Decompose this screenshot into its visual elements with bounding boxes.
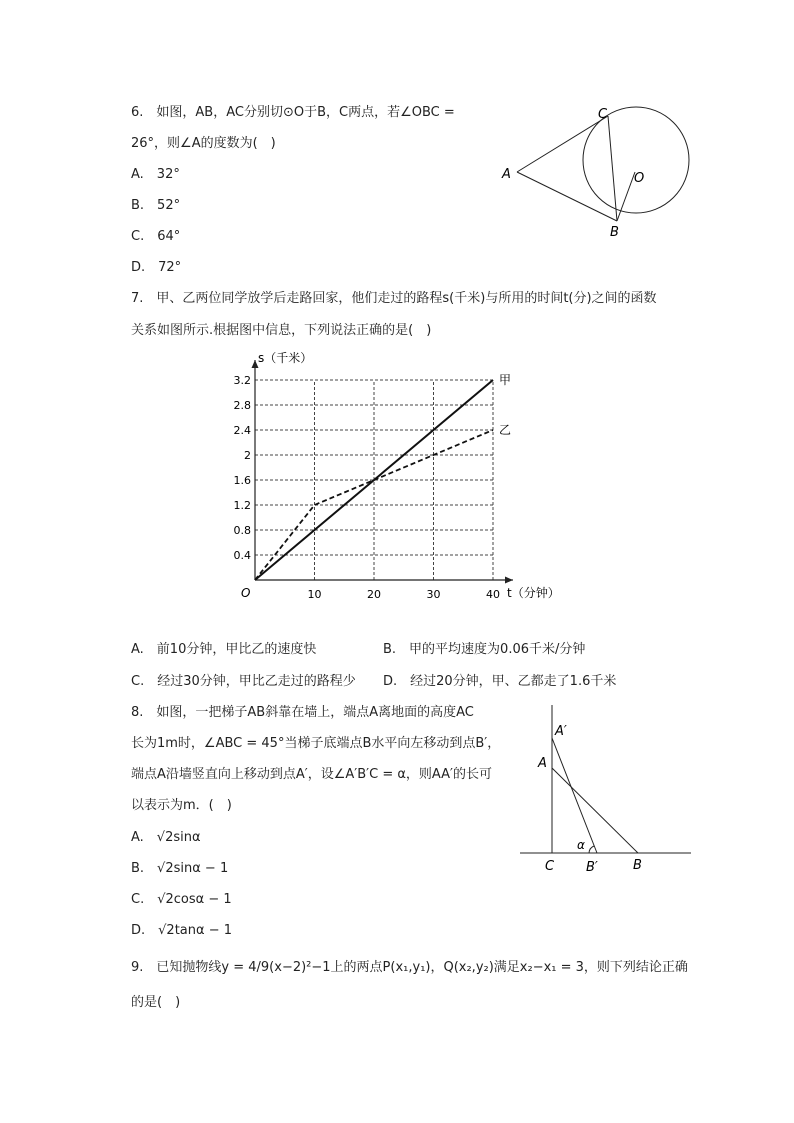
q6-tangent-circle-figure bbox=[495, 100, 705, 245]
distance-time-chart bbox=[225, 345, 575, 610]
label-c: C bbox=[598, 107, 608, 122]
q7-option-d: D. 经过20分钟，甲、乙都走了1.6千米 bbox=[383, 674, 617, 689]
origin-label: O bbox=[241, 586, 251, 600]
x-tick-label: 20 bbox=[367, 588, 381, 601]
label-o: O bbox=[634, 171, 645, 186]
label-a: A bbox=[502, 167, 511, 182]
radius-ob bbox=[617, 172, 635, 221]
y-tick-label: 2.4 bbox=[233, 424, 251, 437]
ladder-ab bbox=[552, 768, 638, 853]
q8-stem-line3: 端点A沿墙竖直向上移动到点A′，设∠A′B′C = α，则AA′的长可 bbox=[131, 767, 493, 782]
y-tick-label: 1.2 bbox=[233, 499, 251, 512]
q8-stem-line4: 以表示为m．( ) bbox=[131, 798, 232, 813]
y-tick-label: 2 bbox=[244, 449, 251, 462]
tangent-ab bbox=[517, 172, 617, 221]
alpha-arc bbox=[589, 846, 594, 853]
q7-option-c: C. 经过30分钟，甲比乙走过的路程少 bbox=[131, 674, 356, 689]
q9-stem-line1: 9. 已知抛物线y = 4/9(x−2)²−1上的两点P(x₁,y₁)，Q(x₂,y₂)满足x₂−x₁ = 3，则下列结论正确 bbox=[131, 960, 688, 975]
circle-o bbox=[583, 107, 689, 213]
q6-option-a: A. 32° bbox=[131, 167, 180, 182]
q7-stem-line2: 关系如图所示.根据图中信息，下列说法正确的是( ) bbox=[131, 323, 432, 338]
x-axis-label: t（分钟） bbox=[507, 586, 560, 600]
x-tick-label: 10 bbox=[307, 588, 322, 601]
y-tick-label: 3.2 bbox=[233, 374, 251, 387]
label-b: B bbox=[610, 225, 619, 240]
q8-option-b: B. √2sinα − 1 bbox=[131, 861, 229, 876]
q6-stem-line2: 26°，则∠A的度数为( ) bbox=[131, 136, 276, 151]
y-axis-label: s（千米） bbox=[258, 351, 313, 365]
q7-option-a: A. 前10分钟，甲比乙的速度快 bbox=[131, 642, 317, 657]
q8-stem-line1: 8. 如图，一把梯子AB斜靠在墙上，端点A离地面的高度AC bbox=[131, 705, 474, 720]
q6-option-d: D. 72° bbox=[131, 260, 182, 275]
x-tick-label: 30 bbox=[426, 588, 441, 601]
q8-option-a: A. √2sinα bbox=[131, 830, 201, 845]
x-axis-arrow bbox=[505, 577, 513, 584]
q6-option-c: C. 64° bbox=[131, 229, 181, 244]
y-tick-label: 2.8 bbox=[233, 399, 251, 412]
q8-option-d: D. √2tanα − 1 bbox=[131, 923, 232, 938]
series-label: 乙 bbox=[499, 423, 512, 437]
label-a-prime: A′ bbox=[555, 724, 567, 739]
q8-stem-line2: 长为1m时，∠ABC = 45°当梯子底端点B水平向左移动到点B′， bbox=[131, 736, 501, 751]
y-tick-label: 1.6 bbox=[233, 474, 251, 487]
series-label: 甲 bbox=[499, 373, 512, 387]
q6-option-b: B. 52° bbox=[131, 198, 181, 213]
q8-option-c: C. √2cosα − 1 bbox=[131, 892, 232, 907]
label-alpha: α bbox=[577, 838, 585, 852]
label-c: C bbox=[545, 859, 555, 874]
label-b: B bbox=[633, 858, 642, 873]
q9-stem-line2: 的是( ) bbox=[131, 995, 181, 1010]
tangent-ac bbox=[517, 116, 608, 172]
q8-ladder-figure bbox=[515, 700, 700, 880]
ladder-a-prime-b-prime bbox=[552, 738, 597, 853]
label-b-prime: B′ bbox=[586, 860, 598, 875]
q7-stem-line1: 7. 甲、乙两位同学放学后走路回家，他们走过的路程s(千米)与所用的时间t(分)之间的函数 bbox=[131, 291, 657, 306]
y-tick-label: 0.8 bbox=[233, 524, 251, 537]
label-a: A bbox=[538, 756, 547, 771]
y-tick-label: 0.4 bbox=[233, 549, 251, 562]
q7-option-b: B. 甲的平均速度为0.06千米/分钟 bbox=[383, 642, 586, 657]
x-tick-label: 40 bbox=[486, 588, 500, 601]
q6-stem-line1: 6. 如图，AB，AC分别切⊙O于B，C两点，若∠OBC = bbox=[131, 105, 455, 120]
